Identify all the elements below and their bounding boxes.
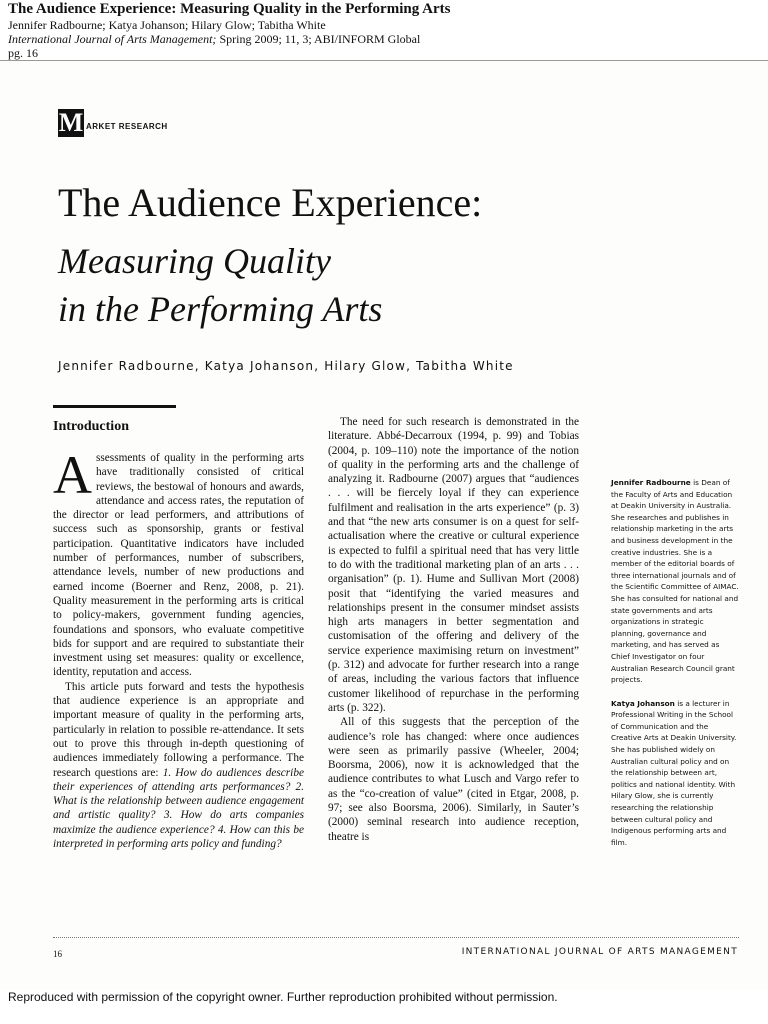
paragraph-2 [53, 680, 304, 852]
article-title-line2: Measuring Quality [58, 241, 331, 281]
citation-journal: International Journal of Arts Management; [8, 32, 217, 46]
scanned-page [0, 60, 768, 989]
paragraph-3: The need for such research is demonstrated in the literature. Abbé-Decarroux (1994, p. 99) and Tobias (2004, p. 109–110) note the importance of the notion of quality in the performing arts and the challenge of analyzing it. Radbourne (2007) argues that “audiences . . . will be fiercely loyal if they can experience fulfilment and realisation in the arts experience” (p. 3) and that “the new arts consumer is on a quest for self-actualisation where the creative or cultural experience is expected to fulfil a spiritual need that has very little to do with the traditional marketing plan of an arts . . . organisation” (p. 1). Hume and Sullivan Mort (2008) posit that “identifying the varied measures and relationships present in the consumer mindset assists high arts managers in better segmentation and customisation of the offering and delivery of the service experience maximising return on investment” (p. 312) and advocate for further research into a range of areas, including the various factors that influence customer likelihood of repurchase in the performing arts (p. 322). [328, 416, 579, 714]
citation-issue: Spring 2009; 11, 3; ABI/INFORM Global [216, 32, 421, 46]
column-middle [328, 415, 579, 844]
citation-page: pg. 16 [8, 46, 38, 60]
bio-johanson [611, 698, 739, 849]
bio-radbourne [611, 477, 739, 686]
paragraph-1 [53, 445, 304, 680]
footer-rule [53, 937, 739, 938]
paragraph-1-text: ssessments of quality in the performing arts have traditionally consisted of critical reviews, the bestowal of honours and awards, attendance and access rates, the reputation of the director or lead performers, and attributions of success such as sponsorship, grants or festival participation. Quantitative indicators have included number of performances, number of subscribers, attendance levels, number of new productions and earned income (Boerner and Renz, 2008, p. 21). Quality measurement in the performing arts is critical to policy-makers, government funding agencies, foundations and sponsors, who evaluate competitive bids for support and are required to substantiate their investment using set measures: quality or excellence, identity, reputation and access. [53, 452, 304, 679]
author-bios [611, 477, 739, 860]
citation-authors: Jennifer Radbourne; Katya Johanson; Hilary Glow; Tabitha White [8, 18, 326, 32]
citation-source [8, 32, 760, 46]
intro-heading: Introduction [53, 419, 129, 434]
section-rule [53, 405, 176, 408]
research-questions: 1. How do audiences describe their experiences of attending arts performances? 2. What is the relationship between audience engagement and artistic quality? 3. How do arts companies maximize the audience experience? 4. How can this be interpreted in performing arts policy and funding? [53, 766, 304, 851]
article-title-line1: The Audience Experience: [58, 180, 483, 225]
bio-text: is Dean of the Faculty of Arts and Education at Deakin University in Australia. She researches and publishes in relationship marketing in the arts and business development in the creative industries. She is a member of the editorial boards of three international journals and of the Scientific Committee of AIMAC. She has consulted for national and state governments and arts organizations in strategic planning, governance and marketing, and has served as Chief Investigator on four Australian Research Council grant projects. [611, 478, 739, 685]
reproduction-notice: Reproduced with permission of the copyright owner. Further reproduction prohibited without permission. [8, 990, 558, 1004]
bio-text: is a lecturer in Professional Writing in the School of Communication and the Creative Arts at Deakin University. She has published widely on Australian cultural policy and on the relationship between art, politics and national identity. With Hilary Glow, she is currently researching the relationship between cultural policy and Indigenous performing arts and film. [611, 698, 737, 847]
section-badge [58, 109, 168, 137]
citation-header [8, 0, 760, 60]
article-authors: Jennifer Radbourne, Katya Johanson, Hilary Glow, Tabitha White [58, 359, 514, 373]
paragraph-4: All of this suggests that the perception of the audience’s role has changed: where once audiences were seen as primarily passive (Wheeler, 2004; Boorsma, 2006), now it is acknowledged that the audience contributes to what Lusch and Vargo refer to as the “co-creation of value” (cited in Etgar, 2008, p. 97; see also Boorsma, 2006). Similarly, in Sauter’s (2000) seminal research into audience reception, theatre is [328, 716, 579, 843]
column-left [53, 445, 304, 851]
journal-name: INTERNATIONAL JOURNAL OF ARTS MANAGEMENT [461, 947, 738, 957]
section-letter: M [58, 108, 84, 137]
bio-name: Jennifer Radbourne [611, 478, 691, 487]
bio-name: Katya Johanson [611, 698, 675, 708]
drop-cap: A [53, 445, 92, 505]
section-label: ARKET RESEARCH [86, 121, 168, 131]
page-number: 16 [53, 949, 62, 959]
citation-title: The Audience Experience: Measuring Quality in the Performing Arts [8, 1, 451, 17]
paragraph-2-text: This article puts forward and tests the hypothesis that audience experience is an appropriate and important measure of quality in the performing arts, particularly in relation to possible re-attendance. It sets out to prove this through in-depth questioning of audiences immediately following a performance. The research questions are: [53, 680, 304, 779]
article-title-line3: in the Performing Arts [58, 289, 383, 329]
